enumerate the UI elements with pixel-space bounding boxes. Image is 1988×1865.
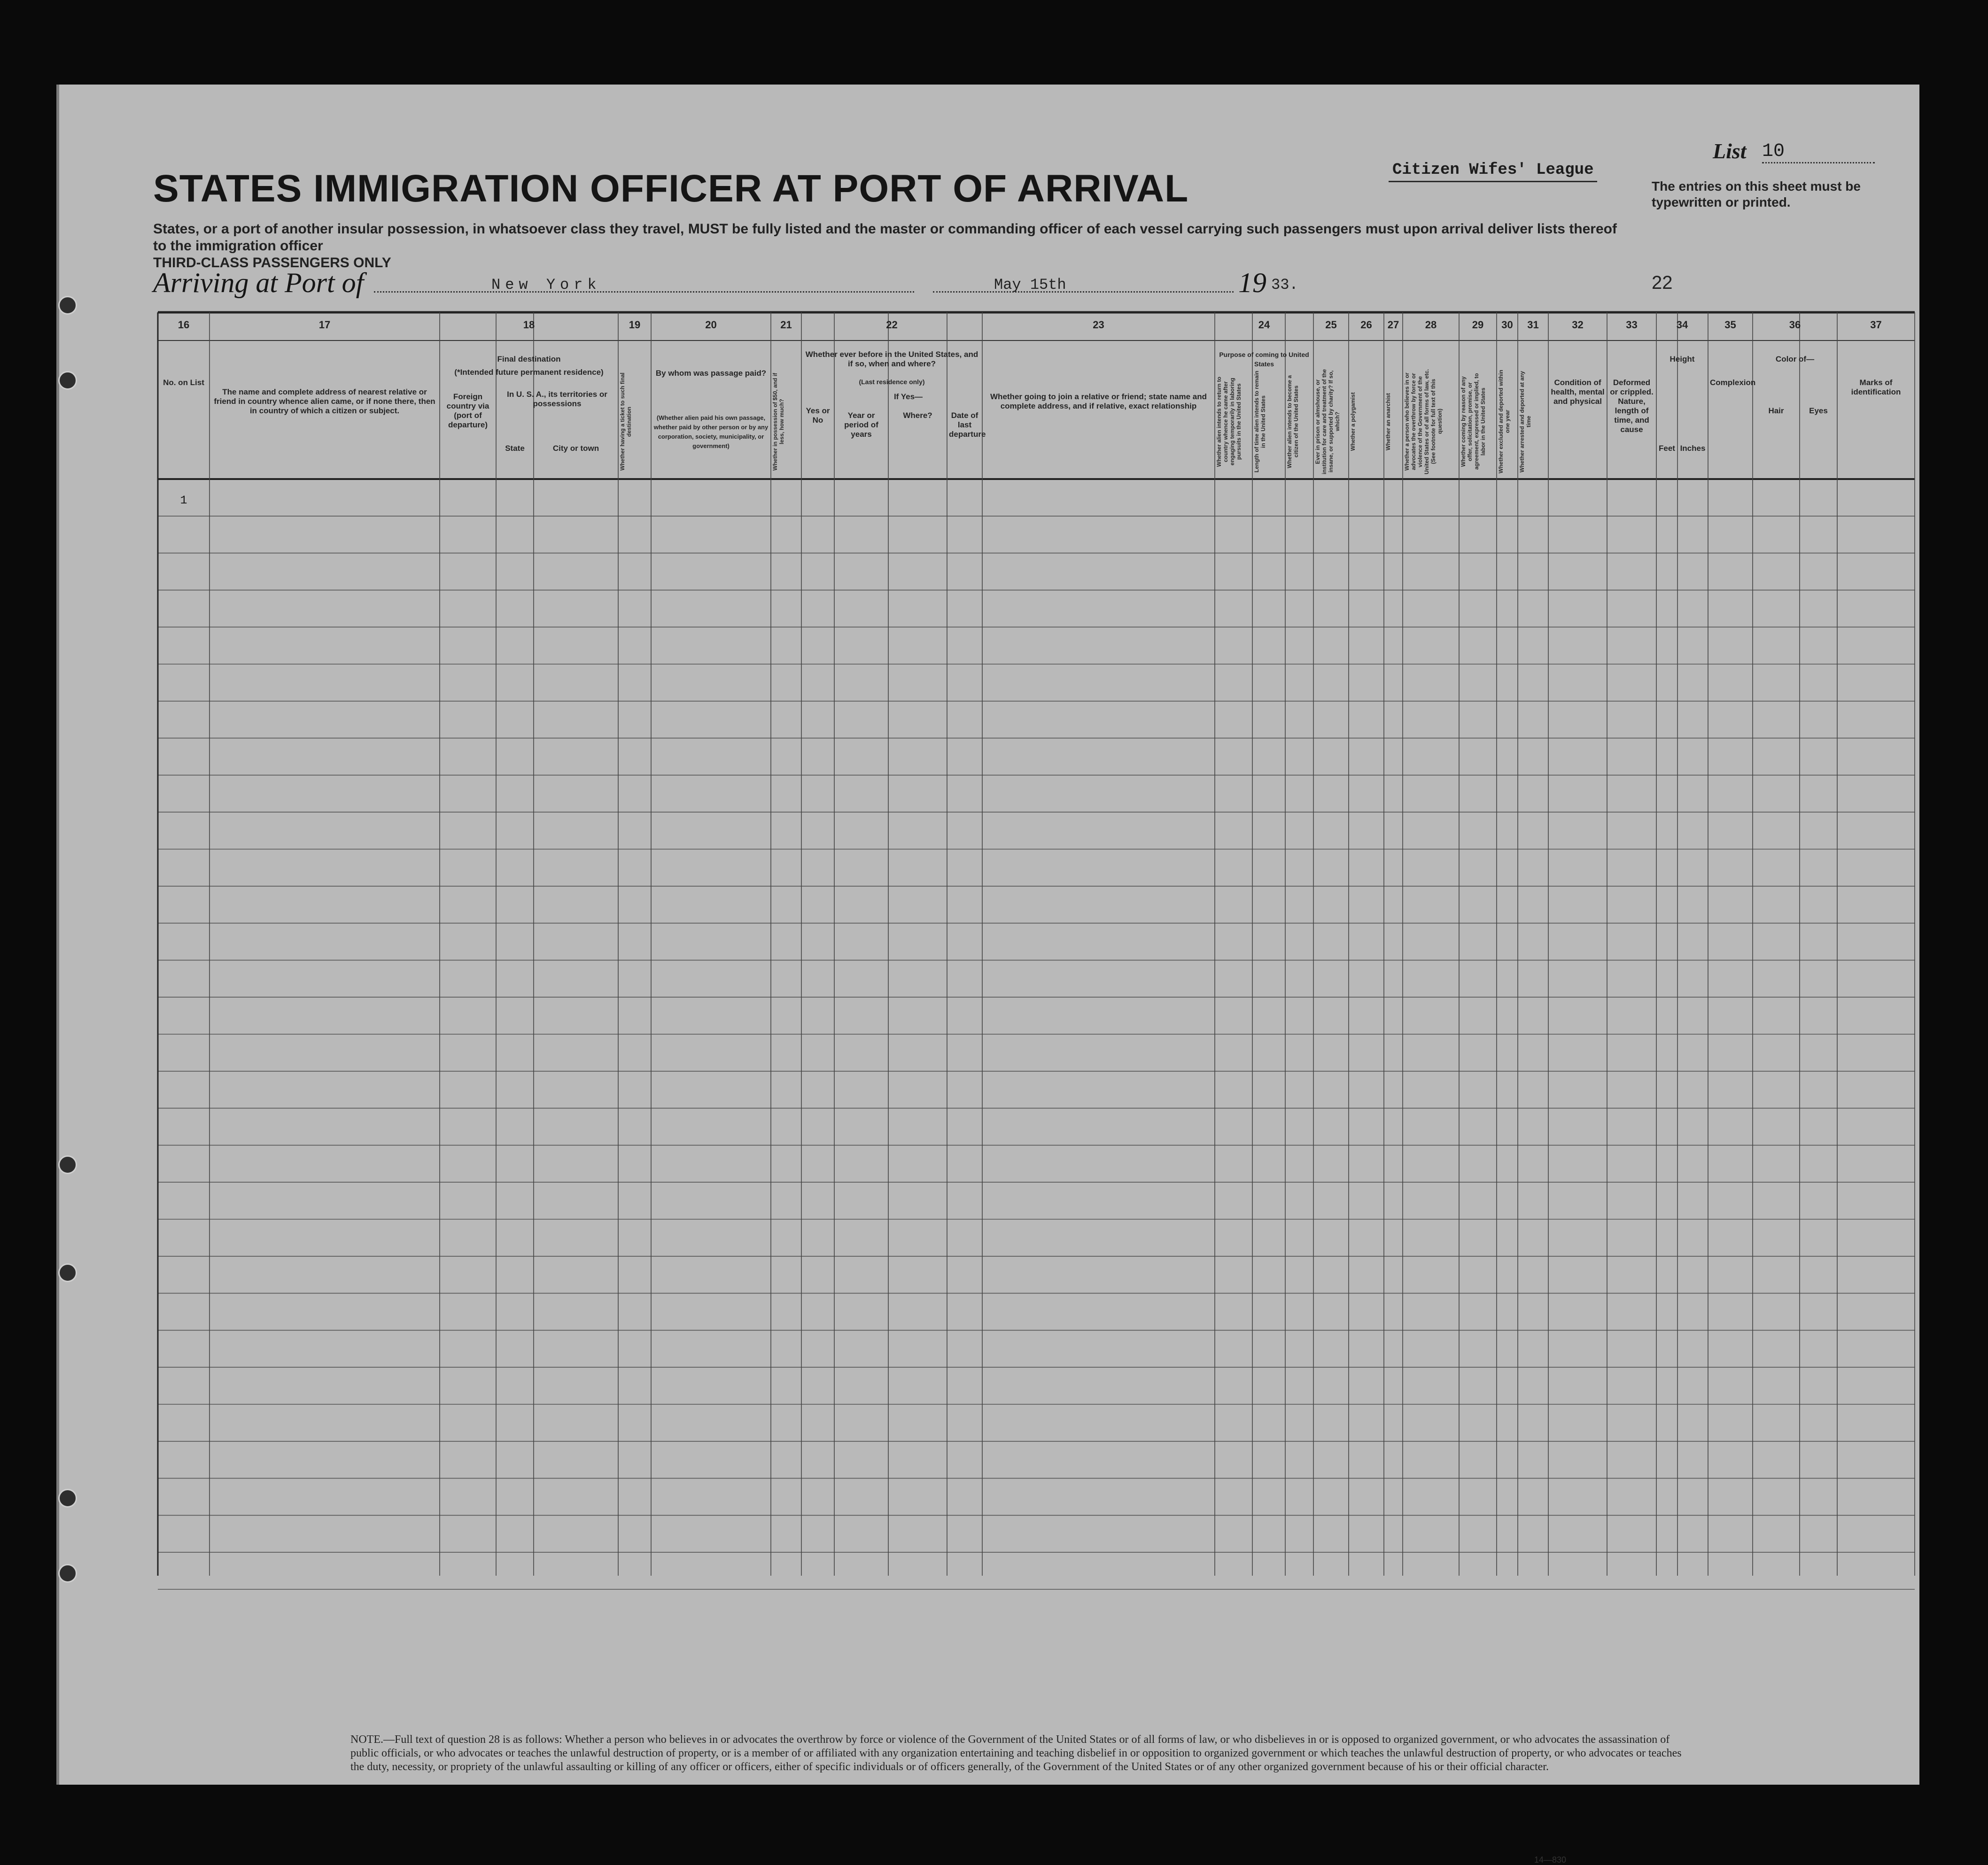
column-header: Whether arrested and deported at any time <box>1519 371 1532 472</box>
column-header: Where? <box>903 411 932 420</box>
column-header: (Whether alien paid his own passage, whether paid by other person or by any corporation, society, municipality, or government) <box>653 414 769 449</box>
column-header: Date of last departure <box>949 411 986 439</box>
column-header: Whether an anarchist <box>1385 393 1391 450</box>
column-number: 18 <box>523 319 535 331</box>
column-header: Whether having a ticket to such final destination <box>619 372 632 471</box>
column-number: 19 <box>629 319 641 331</box>
manifest-table <box>158 312 1915 1576</box>
column-header: Condition of health, mental and physical <box>1551 378 1605 406</box>
column-header: Deformed or crippled. Nature, length of time, and cause <box>1610 378 1654 434</box>
column-header: Height <box>1670 355 1695 364</box>
column-header: State <box>505 444 525 453</box>
binder-hole <box>58 1564 77 1583</box>
column-header: Whether ever before in the United States, and if so, when and where? <box>805 350 978 368</box>
column-header: Purpose of coming to United States <box>1219 351 1309 368</box>
table-grid <box>158 312 1915 1576</box>
subtitle: States, or a port of another insular possession, in whatsoever class they travel, MUST be fully listed and the master or commanding officer of each vessel carrying such passengers must upon arrival deliver lists thereof to the immigration officer <box>153 221 1617 254</box>
column-number: 28 <box>1425 319 1437 331</box>
column-number: 21 <box>780 319 792 331</box>
column-header: Whether going to join a relative or friend; state name and complete address, and if relative, exact relationship <box>990 392 1207 410</box>
row-number: 1 <box>180 494 187 507</box>
binder-hole <box>58 1155 77 1174</box>
manifest-sheet <box>56 85 1919 1865</box>
column-header: Marks of identification <box>1851 378 1901 396</box>
port-value: New York <box>491 276 601 294</box>
column-header: Ever in prison or almshouse, or institution for care and treatment of the insane, or supported by charity? If so, which? <box>1314 369 1341 474</box>
page-title: STATES IMMIGRATION OFFICER AT PORT OF ARRIVAL <box>153 167 1189 210</box>
column-header: No. on List <box>163 378 204 387</box>
column-header: Year or period of years <box>844 411 878 439</box>
column-header: The name and complete address of nearest relative or friend in country whence alien came, or if none there, then in country of which a citizen or subject. <box>214 387 435 415</box>
port-dotline <box>374 291 914 293</box>
instructions-text <box>153 221 1633 271</box>
column-header: Complexion <box>1710 378 1756 387</box>
column-header: Foreign country via (port of departure) <box>446 392 489 429</box>
column-number: 37 <box>1870 319 1882 331</box>
list-label: List <box>1713 139 1747 163</box>
class-line: THIRD-CLASS PASSENGERS ONLY <box>153 255 391 271</box>
column-number: 26 <box>1360 319 1372 331</box>
column-header: Whether a polygamist <box>1350 392 1356 451</box>
arriving-label: Arriving at Port of <box>153 267 364 298</box>
column-number: 32 <box>1572 319 1584 331</box>
column-number: 30 <box>1501 319 1513 331</box>
column-header: Eyes <box>1809 406 1828 415</box>
column-number: 24 <box>1258 319 1270 331</box>
column-header: (Last residence only) <box>859 378 925 386</box>
column-header: Yes or No <box>806 406 830 425</box>
column-header: By whom was passage paid? <box>655 369 767 378</box>
column-header: Whether coming by reason of any offer, solicitation, promise, or agreement, expressed or implied, to labor in the United States <box>1460 373 1486 470</box>
column-number: 20 <box>705 319 717 331</box>
page-number: 22 <box>1652 272 1673 293</box>
column-number: 34 <box>1676 319 1688 331</box>
year-prefix: 19 <box>1238 267 1266 298</box>
date-dotline <box>933 291 1234 293</box>
column-number: 16 <box>178 319 190 331</box>
column-header: Whether a person who believes in or advocates the overthrow by force or violence of the Government of the United States or of all forms of law, etc. (See footnote for full text of this question) <box>1404 369 1443 474</box>
column-header: Length of time alien intends to remain in the United States <box>1253 371 1266 472</box>
column-number: 27 <box>1387 319 1399 331</box>
binder-hole <box>58 1263 77 1282</box>
column-header: Hair <box>1768 406 1784 415</box>
binder-hole <box>58 296 77 315</box>
list-number: 10 <box>1762 141 1875 163</box>
column-number: 25 <box>1325 319 1337 331</box>
column-header: Whether alien intends to become a citizen of the United States <box>1286 375 1299 468</box>
column-header: City or town <box>552 444 599 453</box>
column-header: Whether excluded and deported within one year <box>1498 370 1511 473</box>
column-header: Whether in possession of $50, and if less, how much? <box>772 372 785 471</box>
column-number: 17 <box>318 319 331 331</box>
arriving-line <box>153 267 364 299</box>
column-number: 23 <box>1093 319 1104 331</box>
footnote: NOTE.—Full text of question 28 is as follows: Whether a person who believes in or advocates the overthrow by force or violence of the Government of the United States or of all forms of law, or who disbelieves in or is opposed to organized government, or who advocates the assassination of public officials, or who advocates or teaches the unlawful destruction of property, or is a member of or affiliated with any organization entertaining and teaching disbelief in or opposition to organized government or which teaches the unlawful destruction of property, or who advocates or teaches the duty, necessity, or propriety of the unlawful assaulting or killing of any officer or officers, either of specific individuals or of officers generally, of the Government of the United States or of any other organized government because of his or their official character. <box>350 1733 1682 1773</box>
column-header: In U. S. A., its territories or possessions <box>507 390 607 408</box>
entries-note: The entries on this sheet must be typewritten or printed. <box>1652 179 1861 209</box>
binder-hole <box>58 1489 77 1508</box>
column-number: 29 <box>1472 319 1484 331</box>
column-header: (*Intended future permanent residence) <box>454 368 604 377</box>
year-suffix: 33. <box>1271 276 1298 294</box>
column-number: 35 <box>1724 319 1736 331</box>
column-number: 36 <box>1789 319 1801 331</box>
column-header: Final destination <box>497 355 561 364</box>
column-number: 22 <box>886 319 898 331</box>
form-number: 14—830 <box>1534 1855 1567 1865</box>
binder-hole <box>58 371 77 390</box>
group-label: Citizen Wifes' League <box>1389 161 1597 182</box>
column-number: 33 <box>1626 319 1638 331</box>
column-header: Feet <box>1659 444 1675 453</box>
column-header: Whether alien intends to return to country whence he came after engaging temporarily in laboring pursuits in the United States <box>1216 376 1242 467</box>
column-number: 31 <box>1527 319 1539 331</box>
column-header: Color of— <box>1775 355 1815 364</box>
column-header: Inches <box>1680 444 1706 453</box>
column-header: If Yes— <box>893 392 923 401</box>
date-value: May 15th <box>994 276 1066 294</box>
